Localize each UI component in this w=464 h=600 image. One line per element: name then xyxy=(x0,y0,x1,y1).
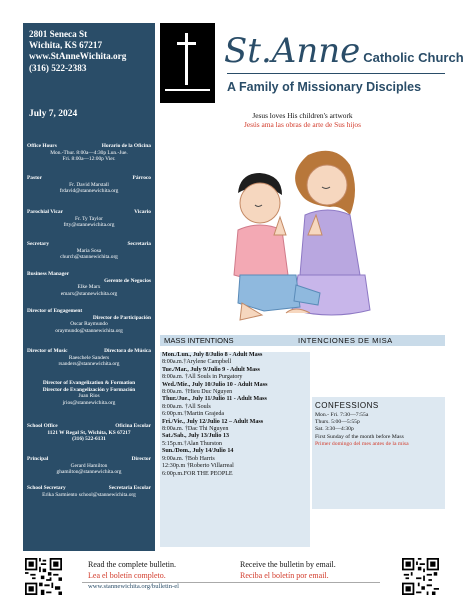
list-item: Sun./Dom., July 14/Julio 14 xyxy=(162,448,234,455)
list-item: Tue./Mar., July 9/Julio 9 - Adult Mass xyxy=(162,366,260,373)
principal-block xyxy=(27,456,151,476)
business-label-es: Gerente de Negocios xyxy=(104,277,151,284)
list-item: 8:00a.m. †All Souls in Purgatory xyxy=(162,374,243,381)
list-item: 6:00p.m.†Martin Grajeda xyxy=(162,411,225,418)
music-email[interactable]: rsanders@stannewichita.org xyxy=(58,361,120,368)
school-office-label: School Office xyxy=(27,423,58,429)
pastor-label-es: Párroco xyxy=(132,175,151,181)
engagement-label: Director of Engagement xyxy=(27,308,83,314)
list-item: Wed./Mie., July 10/Julio 10 - Adult Mass xyxy=(162,381,268,388)
principal-email[interactable]: ghamilton@stannewichita.org xyxy=(56,469,122,476)
office-hours-line: Fri. 8:00a—12:00p Vier. xyxy=(62,156,116,163)
mass-intentions-header xyxy=(160,335,445,346)
brand-script: St.Anne xyxy=(224,31,361,71)
street-address: 2801 Seneca St xyxy=(29,29,88,39)
secretary-label: Secretary xyxy=(27,241,50,247)
principal-name: Gerard Hamilton xyxy=(70,462,108,469)
secretary-email[interactable]: church@stannewichita.org xyxy=(60,254,118,261)
business-email[interactable]: emarx@stannewichita.org xyxy=(60,290,118,297)
vicar-email[interactable]: frty@stannewichita.org xyxy=(63,222,115,229)
confession-time: Sat. 3:30—4:30p xyxy=(315,426,354,433)
music-label-es: Directora de Música xyxy=(104,348,151,354)
city-state-zip: Wichita, KS 67217 xyxy=(29,40,103,51)
mass-intentions-list xyxy=(160,352,310,547)
tagline: A Family of Missionary Disciples xyxy=(227,80,422,94)
engagement-name: Oscar Raymundo xyxy=(70,321,108,328)
pastor-email[interactable]: frdavid@stannewichita.org xyxy=(59,188,119,195)
school-phone: (316) 522-6131 xyxy=(72,436,106,443)
secretary-label-es: Secretaria xyxy=(127,241,151,247)
confession-time-es: Primer domingo del mes antes de la misa xyxy=(315,440,409,447)
list-item: 8:00a.m.†Arylene Campbell xyxy=(162,359,232,366)
pastor-label: Pastor xyxy=(27,175,42,181)
evangelization-name: Juan Rios xyxy=(78,393,100,400)
list-item: 12:30p.m †Roberto Villarreal xyxy=(162,463,234,470)
read-bulletin-en: Read the complete bulletin. xyxy=(88,560,176,569)
engagement-email[interactable]: oraymundo@stannewichita.org xyxy=(55,327,123,334)
vicar-label: Parochial Vicar xyxy=(27,209,63,215)
list-item: Fri./Vie., July 12/Julio 12 – Adult Mass xyxy=(162,418,264,425)
list-item: 8:00a.m. †Hieu Duc Nguyen xyxy=(162,389,233,396)
confession-time: Thurs. 5:00—5:55p xyxy=(315,419,360,426)
parish-name xyxy=(224,31,464,71)
office-hours-label-es: Horario de la Oficina xyxy=(101,143,151,149)
email-bulletin-es: Reciba el boletín por email. xyxy=(240,571,329,580)
vicar-label-es: Vicario xyxy=(134,209,151,215)
email-bulletin xyxy=(240,559,336,581)
school-secretary-contact: Erika Sarmiento school@stannewichita.org xyxy=(42,491,136,498)
qr-code-right[interactable] xyxy=(402,558,439,595)
principal-label: Principal xyxy=(27,456,49,462)
cross-icon xyxy=(160,23,215,103)
child-artwork xyxy=(200,135,400,335)
confession-time: Mon.- Fri. 7:30—7:55a xyxy=(315,412,369,418)
music-label: Director of Music xyxy=(27,348,68,354)
vicar-name: Fr. Ty Taylor xyxy=(75,215,103,222)
engagement-label-es: Director de Participación xyxy=(92,314,151,321)
school-secretary-label-es: Secretaria Escolar xyxy=(108,485,151,491)
confessions-box xyxy=(312,397,445,509)
mass-intentions-title-es: INTENCIONES DE MISA xyxy=(298,336,393,345)
list-item: Mon./Lun., July 8/Julio 8 - Adult Mass xyxy=(162,352,263,358)
phone-number: (316) 522-2383 xyxy=(29,62,87,73)
business-name: Elke Marx xyxy=(77,284,101,291)
music-block xyxy=(27,348,151,368)
evangelization-label-es: Director de Evangelización y Formación xyxy=(42,386,136,393)
office-hours-label: Office Hours xyxy=(27,143,57,149)
footer-divider xyxy=(82,582,380,583)
engagement-block xyxy=(27,308,151,334)
bulletin-link[interactable]: www.stannewichita.org/bulletin-el xyxy=(88,583,180,590)
list-item: 8:00a.m. †Dac Thi Nguyen xyxy=(162,426,229,433)
school-secretary-block xyxy=(27,485,151,498)
list-item: 5:15p.m.†Alan Thurston xyxy=(162,440,222,447)
principal-label-es: Director xyxy=(131,456,151,462)
list-item: 9:00a.m. †Bob Harris xyxy=(162,455,215,462)
pastor-name: Fr. David Marstall xyxy=(69,181,109,188)
evangelization-email[interactable]: jrios@stannewichita.org xyxy=(62,399,116,406)
website-link[interactable]: www.StAnneWichita.org xyxy=(29,51,127,62)
sidebar xyxy=(23,23,155,551)
office-hours xyxy=(27,143,151,163)
parish-contact xyxy=(29,29,126,74)
list-item: 6:00p.m.FOR THE PEOPLE xyxy=(162,470,233,477)
office-hours-line: Mon.-Thur. 8:00a—4:30p Lun.-Jue. xyxy=(50,149,128,156)
pastor-block xyxy=(27,175,151,195)
evangelization-block xyxy=(27,380,151,406)
music-name: Raeschele Sanders xyxy=(68,354,110,361)
confession-time: First Sunday of the month before Mass xyxy=(315,433,404,440)
school-office-block xyxy=(27,423,151,443)
cross-logo xyxy=(160,23,215,103)
school-secretary-label: School Secretary xyxy=(27,485,66,491)
list-item: 8:00a.m. †All Souls xyxy=(162,403,211,410)
brand-name: Catholic Church xyxy=(363,50,464,65)
vicar-block xyxy=(27,209,151,229)
list-item: Thur./Jue., July 11/Julio 11 - Adult Mass xyxy=(162,396,267,403)
secretary-name: Maria Sosa xyxy=(76,247,102,254)
read-bulletin xyxy=(88,559,179,592)
praying-children-drawing xyxy=(200,135,400,330)
evangelization-label: Director of Evangelization & Formation xyxy=(42,380,136,386)
artwork-title-en: Jesus loves His children's artwork xyxy=(252,111,353,120)
artwork-caption xyxy=(160,112,445,129)
confessions-title: CONFESSIONS xyxy=(315,401,379,410)
list-item: Sat./Sab., July 13/Julio 13 xyxy=(162,433,230,440)
qr-code-left[interactable] xyxy=(25,558,62,595)
business-block xyxy=(27,271,151,297)
read-bulletin-es: Lea el boletín completo. xyxy=(88,571,166,580)
business-label: Business Manager xyxy=(27,271,70,277)
school-office-label-es: Oficina Escolar xyxy=(115,423,151,429)
parish-header xyxy=(160,23,464,103)
header-divider xyxy=(227,73,445,74)
school-address: 1121 W Regal St, Wichita, KS 67217 xyxy=(47,429,131,436)
mass-intentions-title: MASS INTENTIONS xyxy=(164,336,234,345)
artwork-title-es: Jesús ama las obras de arte de Sus hijos xyxy=(244,119,361,129)
email-bulletin-en: Receive the bulletin by email. xyxy=(240,560,336,569)
secretary-block xyxy=(27,241,151,261)
bulletin-date: July 7, 2024 xyxy=(29,109,78,119)
